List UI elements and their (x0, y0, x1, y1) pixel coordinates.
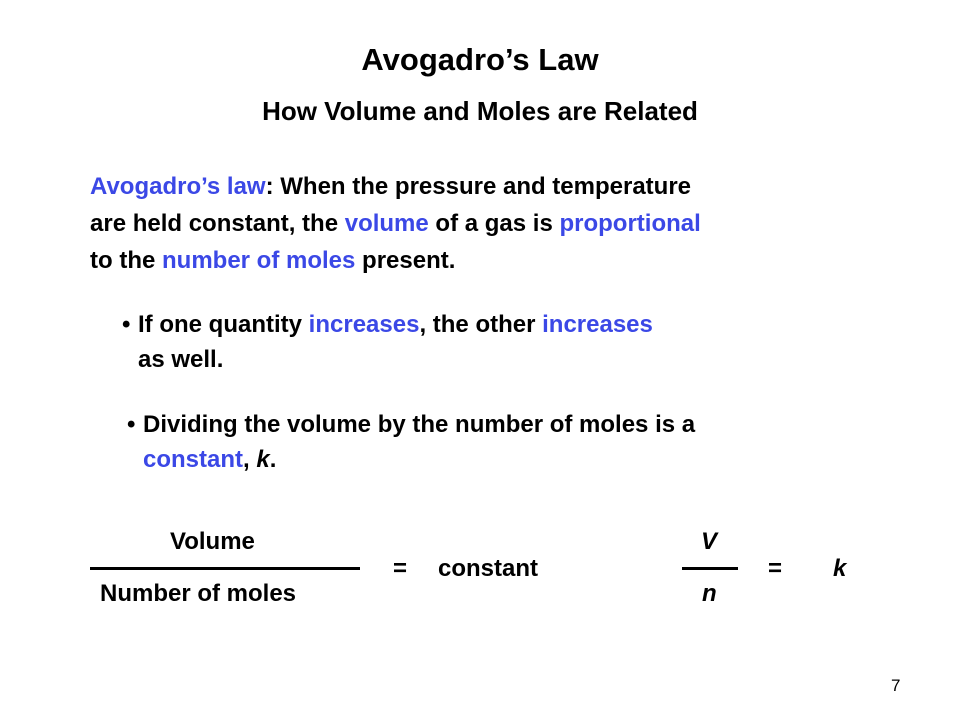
definition-text-4: to the (90, 247, 162, 274)
keyword-increases-2: increases (542, 311, 653, 338)
fraction-denominator-moles: Number of moles (100, 580, 297, 607)
definition-paragraph (90, 168, 920, 279)
symbol-k-equation: k (833, 555, 847, 582)
equals-sign-2: = (768, 555, 783, 582)
word-constant: constant (438, 555, 539, 582)
keyword-volume: volume (344, 210, 429, 237)
definition-text-5: present. (355, 247, 456, 274)
keyword-proportional: proportional (559, 210, 701, 237)
fraction-numerator-volume: Volume (170, 528, 255, 555)
bullet1-text-a: If one quantity (138, 311, 309, 338)
fraction-bar-words (90, 567, 360, 570)
fraction-numerator-v: V (701, 528, 718, 555)
definition-text-1: : When the pressure and temperature (265, 173, 692, 200)
slide-subtitle: How Volume and Moles are Related (262, 96, 698, 126)
term-avogadros-law: Avogadro’s law (90, 173, 266, 200)
slide-title: Avogadro’s Law (361, 42, 599, 77)
keyword-increases-1: increases (308, 311, 420, 338)
keyword-constant: constant (143, 446, 244, 473)
equals-sign-1: = (393, 555, 408, 582)
bullet-marker: • (127, 411, 136, 438)
keyword-number-of-moles: number of moles (162, 247, 356, 274)
bullet2-text-c: . (269, 446, 277, 473)
page-number: 7 (891, 676, 901, 695)
bullet-dividing (127, 407, 695, 477)
fraction-bar-symbols (682, 567, 738, 570)
fraction-denominator-n: n (702, 580, 717, 607)
bullet-marker: • (122, 311, 131, 338)
symbol-k: k (256, 446, 270, 473)
definition-text-2: are held constant, the (90, 210, 345, 237)
bullet1-text-b: , the other (419, 311, 543, 338)
bullet2-text-a: Dividing the volume by the number of moles is a (143, 411, 696, 438)
definition-text-3: of a gas is (428, 210, 560, 237)
bullet-increases (122, 307, 653, 377)
bullet1-text-c: as well. (138, 346, 224, 373)
bullet2-text-b: , (243, 446, 257, 473)
